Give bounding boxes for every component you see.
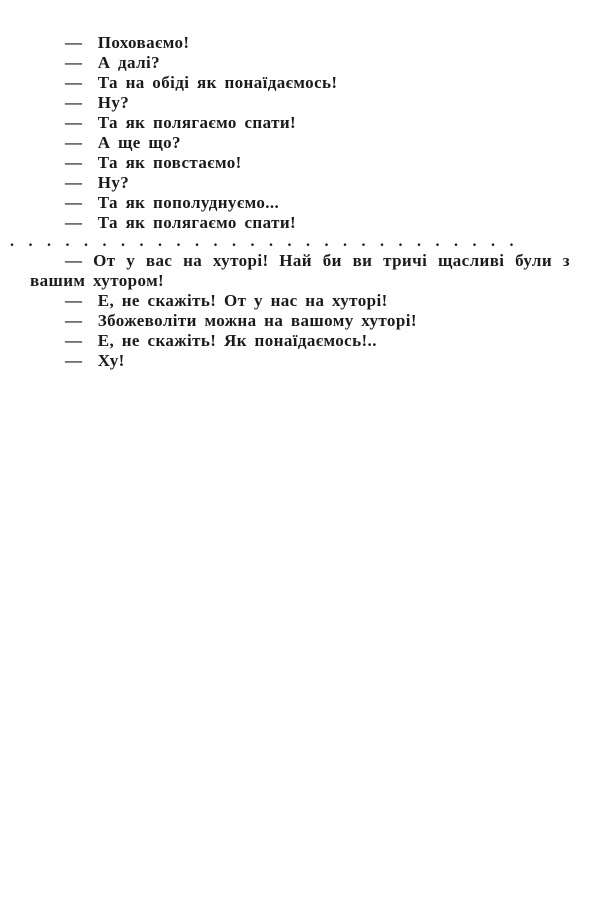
text-block (0, 0, 600, 371)
dialogue-line: — Е, не скажіть! Як понаїдаємось!.. (65, 331, 377, 350)
dialogue-line: — Ну? (65, 173, 130, 192)
dialogue-line: — А далі? (65, 53, 161, 72)
dialogue-line: — Поховаємо! (65, 33, 190, 52)
dialogue-line: — Збожеволіти можна на вашому хуторі! (65, 311, 417, 330)
dialogue-line: — Е, не скажіть! От у нас на хуторі! (65, 291, 388, 310)
dialogue-line: — Ху! (65, 351, 125, 370)
dialogue-line: — Та на обіді як понаїдаємось! (65, 73, 338, 92)
dialogue-line: — Та як пополуднуємо... (65, 193, 280, 212)
dialogue-line: — Та як полягаємо спати! (65, 213, 297, 232)
dialogue-line: — Ну? (65, 93, 130, 112)
dialogue-line: — А ще що? (65, 133, 181, 152)
dialogue-line: — Та як полягаємо спати! (65, 113, 297, 132)
dialogue-line: — Та як повстаємо! (65, 153, 242, 172)
dialogue-paragraph: — От у вас на хуторі! Най би ви тричі щасливі були з вашим хутором! (30, 251, 570, 290)
section-separator-dots: ............................ (10, 233, 528, 250)
